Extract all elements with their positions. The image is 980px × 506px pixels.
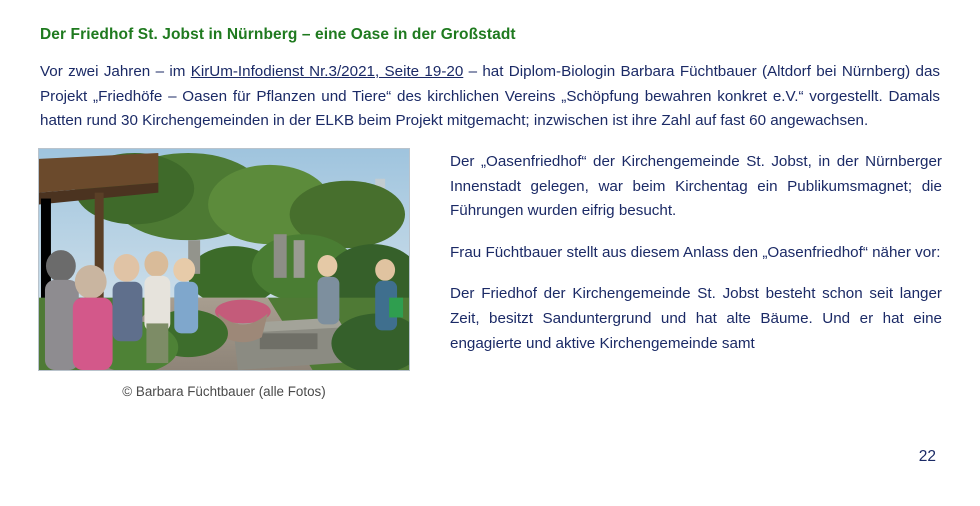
photo-caption: © Barbara Füchtbauer (alle Fotos) bbox=[122, 383, 326, 399]
body-paragraph-1: Der „Oasenfriedhof“ der Kirchengemeinde St. Jobst, in der Nürnberger Innenstadt gelegen, war beim Kirchentag ein Publikumsmagnet; die Führungen wurden eifrig besucht. bbox=[450, 152, 942, 220]
page-title: Der Friedhof St. Jobst in Nürnberg – eine Oase in der Großstadt bbox=[40, 26, 516, 43]
content-columns bbox=[38, 148, 942, 399]
right-column bbox=[416, 148, 942, 356]
body-paragraph-2: Frau Füchtbauer stellt aus diesem Anlass den „Oasenfriedhof“ näher vor: bbox=[450, 243, 941, 261]
body-paragraph-3: Der Friedhof der Kirchengemeinde St. Jobst besteht schon seit langer Zeit, besitzt Sanduntergrund und hat alte Bäume. Und er hat eine engagierte und aktive Kirchengemeinde samt bbox=[450, 285, 942, 352]
kirum-infodienst-link[interactable]: KirUm-Infodienst Nr.3/2021, Seite 19-20 bbox=[190, 63, 464, 80]
cemetery-photo bbox=[38, 148, 410, 371]
cemetery-photo-illustration bbox=[39, 149, 409, 370]
intro-paragraph bbox=[40, 60, 940, 134]
intro-text-after-link: – hat Diplom-Biologin Barbara Füchtbauer (Altdorf bei Nürnberg) das Projekt „Friedhöfe – Oasen für Pflanzen und Tiere“ des kirchlichen Vereins „Schöpfung bewahren konkret e.V.“ vorgestellt. Damals hatten rund 30 Kirchengemeinden in der ELKB beim Projekt mitgemacht; inzwischen ist ihre Zahl auf fast 60 angewachsen. bbox=[40, 63, 940, 130]
left-column bbox=[38, 148, 416, 399]
page-number: 22 bbox=[918, 448, 936, 465]
intro-text-before-link: Vor zwei Jahren – im bbox=[40, 63, 191, 80]
